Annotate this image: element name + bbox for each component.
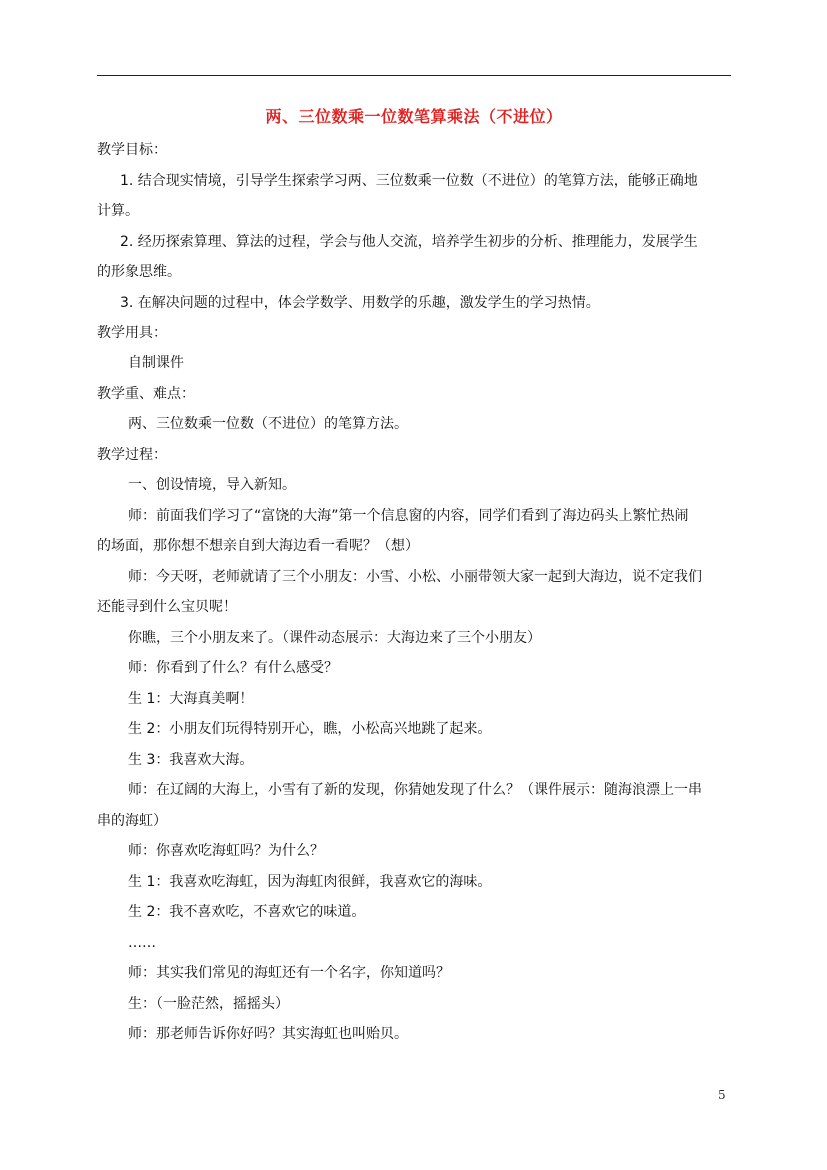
- paragraph-line: 计算。: [97, 203, 139, 219]
- paragraph-line: 师：前面我们学习了“富饶的大海”第一个信息窗的内容，同学们看到了海边码头上繁忙热闹: [128, 508, 689, 524]
- paragraph-line: 师：你看到了什么？有什么感受？: [128, 660, 338, 676]
- paragraph-line: 生 1：我喜欢吃海虹，因为海虹肉很鲜，我喜欢它的海味。: [128, 874, 492, 890]
- document-title: 两、三位数乘一位数笔算乘法（不进位）: [265, 107, 563, 126]
- paragraph-line: 教学重、难点：: [97, 386, 195, 402]
- paragraph-line: 教学目标：: [97, 142, 167, 158]
- paragraph-line: 2. 经历探索算理、算法的过程，学会与他人交流，培养学生初步的分析、推理能力，发展学生: [120, 234, 698, 250]
- paragraph-line: 师：其实我们常见的海虹还有一个名字，你知道吗？: [128, 965, 450, 981]
- page-number: 5: [718, 1088, 726, 1102]
- paragraph-line: 教学用具：: [97, 325, 167, 341]
- paragraph-line: 师：在辽阔的大海上，小雪有了新的发现，你猜她发现了什么？（课件展示：随海浪漂上一串: [128, 782, 702, 798]
- paragraph-line: 生 3：我喜欢大海。: [128, 752, 254, 768]
- paragraph-line: 你瞧，三个小朋友来了。（课件动态展示：大海边来了三个小朋友）: [128, 630, 541, 646]
- paragraph-line: 生 2：我不喜欢吃，不喜欢它的味道。: [128, 904, 366, 920]
- paragraph-line: 师：今天呀，老师就请了三个小朋友：小雪、小松、小丽带领大家一起到大海边，说不定我们: [128, 569, 702, 585]
- paragraph-line: 串的海虹）: [97, 813, 167, 829]
- paragraph-line: 教学过程：: [97, 447, 167, 463]
- paragraph-line: 自制课件: [128, 355, 184, 371]
- header-rule: [97, 75, 731, 76]
- paragraph-line: 两、三位数乘一位数（不进位）的笔算方法。: [128, 416, 408, 432]
- paragraph-line: 的场面，那你想不想亲自到大海边看一看呢？（想）: [97, 538, 419, 554]
- paragraph-line: 的形象思维。: [97, 264, 181, 280]
- paragraph-line: 生 2：小朋友们玩得特别开心，瞧，小松高兴地跳了起来。: [128, 721, 492, 737]
- paragraph-line: 师：那老师告诉你好吗？其实海虹也叫贻贝。: [128, 1026, 408, 1042]
- paragraph-line: 一、创设情境，导入新知。: [128, 477, 296, 493]
- paragraph-line: 生：（一脸茫然，摇摇头）: [128, 996, 289, 1012]
- paragraph-line: 生 1：大海真美啊！: [128, 691, 254, 707]
- paragraph-line: 还能寻到什么宝贝呢！: [97, 599, 237, 615]
- paragraph-line: 3. 在解决问题的过程中，体会学数学、用数学的乐趣，激发学生的学习热情。: [120, 295, 600, 311]
- paragraph-line: 1. 结合现实情境，引导学生探索学习两、三位数乘一位数（不进位）的笔算方法，能够正确地: [120, 173, 698, 189]
- paragraph-line: 师：你喜欢吃海虹吗？为什么？: [128, 843, 324, 859]
- paragraph-line: ……: [128, 935, 156, 951]
